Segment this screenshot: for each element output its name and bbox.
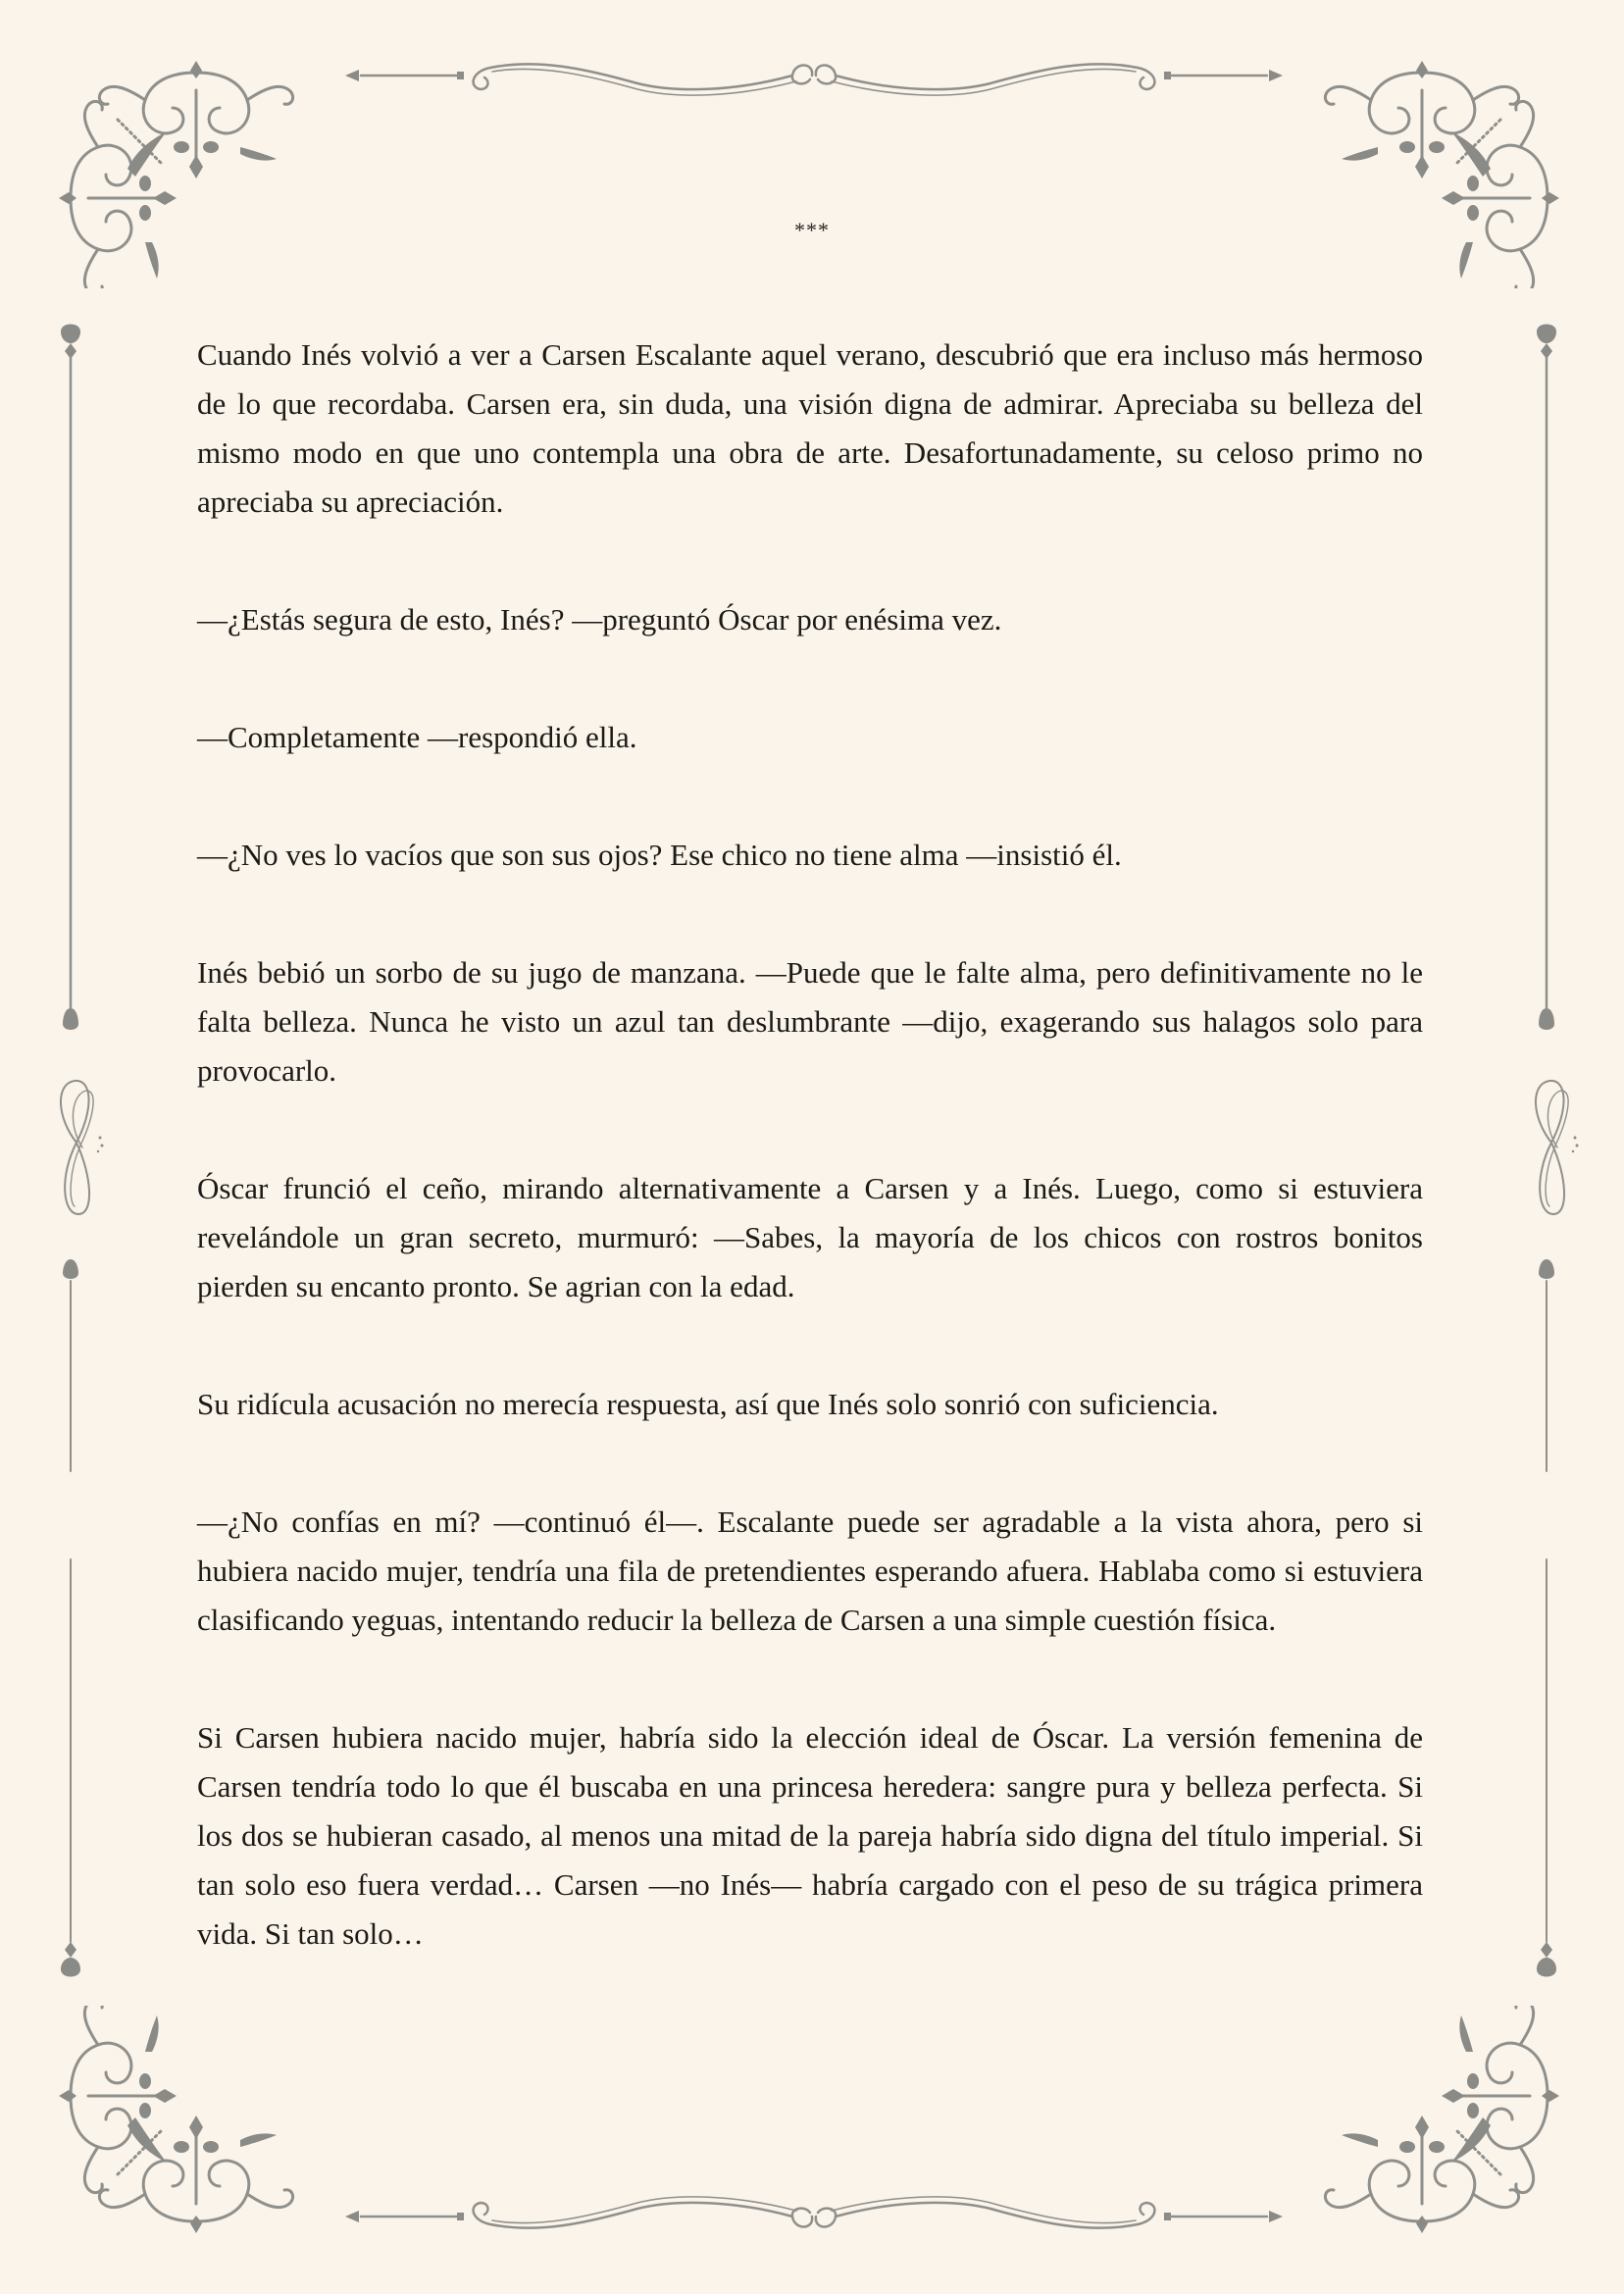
infinity-knot-right-icon (1522, 1069, 1581, 1226)
scene-break: *** (794, 218, 830, 242)
scroll-divider-bottom-icon (343, 2189, 1285, 2238)
side-rule-right-bottom-icon (1533, 1255, 1560, 1981)
paragraph: Inés bebió un sorbo de su jugo de manzana. —Puede que le falte alma, pero definitivamente no le falta belleza. Nunca he visto un azul tan deslumbrante —dijo, exagerando sus halagos solo para provocarlo. (197, 955, 1423, 1088)
scroll-divider-top-icon (343, 54, 1285, 103)
paragraph: Cuando Inés volvió a ver a Carsen Escalante aquel verano, descubrió que era incluso más hermoso de lo que recordaba. Carsen era, sin duda, una visión digna de admirar. Apreciaba su belleza del mismo modo en que uno contempla una obra de arte. Desafortunadamente, su celoso primo no apreciaba su apreciación. (197, 337, 1423, 519)
corner-flourish-top-right-icon (1319, 61, 1559, 288)
paragraph: —Completamente —respondió ella. (197, 720, 637, 754)
corner-flourish-bottom-left-icon (59, 2006, 299, 2233)
paragraph: Si Carsen hubiera nacido mujer, habría sido la elección ideal de Óscar. La versión femenina de Carsen tendría todo lo que él buscaba en una princesa heredera: sangre pura y belleza perfecta. Si los dos se hubieran casado, al menos una mitad de la pareja habría sido digna del título imperial. Si tan solo eso fuera verdad… Carsen —no Inés— habría cargado con el peso de su trágica primera vida. Si tan solo… (197, 1720, 1423, 1951)
side-rule-left-top-icon (57, 322, 84, 1038)
paragraph: —¿Estás segura de esto, Inés? —preguntó Óscar por enésima vez. (197, 602, 1002, 637)
chapter-body (197, 331, 1423, 2027)
side-rule-left-bottom-icon (57, 1255, 84, 1981)
side-rule-right-top-icon (1533, 322, 1560, 1038)
paragraph: Su ridícula acusación no merecía respuesta, así que Inés solo sonrió con suficiencia. (197, 1387, 1219, 1421)
paragraph: —¿No ves lo vacíos que son sus ojos? Ese chico no tiene alma —insistió él. (197, 838, 1122, 872)
infinity-knot-left-icon (47, 1069, 106, 1226)
corner-flourish-top-left-icon (59, 61, 299, 288)
corner-flourish-bottom-right-icon (1319, 2006, 1559, 2233)
paragraph: —¿No confías en mí? —continuó él—. Escalante puede ser agradable a la vista ahora, pero si hubiera nacido mujer, tendría una fila de pretendientes esperando afuera. Hablaba como si estuviera clasificando yeguas, intentando reducir la belleza de Carsen a una simple cuestión física. (197, 1504, 1423, 1637)
paragraph: Óscar frunció el ceño, mirando alternativamente a Carsen y a Inés. Luego, como si estuviera revelándole un gran secreto, murmuró: —Sabes, la mayoría de los chicos con rostros bonitos pierden su encanto pronto. Se agrian con la edad. (197, 1171, 1423, 1303)
